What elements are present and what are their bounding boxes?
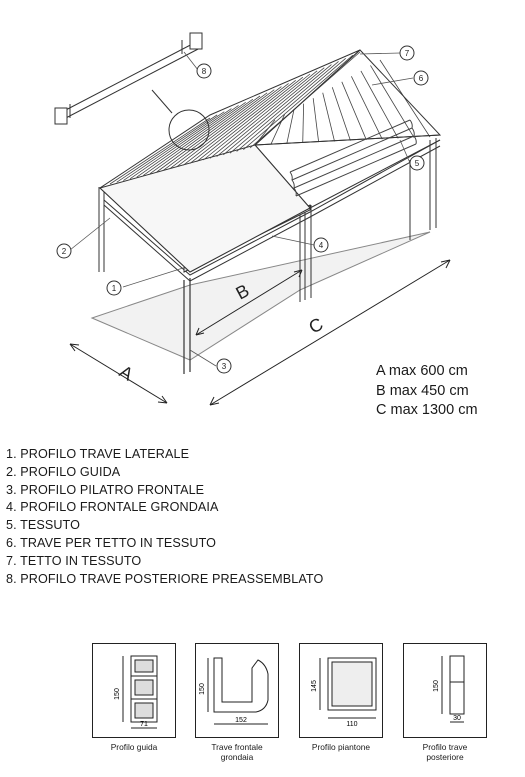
roof-slat (303, 104, 304, 143)
svg-text:8: 8 (201, 67, 207, 76)
callout-6 (414, 71, 428, 85)
callout-2 (57, 244, 71, 258)
dimension-limits (376, 362, 478, 421)
svg-text:150: 150 (114, 688, 121, 700)
legend-item: 5. TESSUTO (6, 518, 81, 533)
svg-text:4: 4 (318, 241, 324, 250)
profile-sections (92, 643, 492, 773)
callout-5 (410, 156, 424, 170)
rear-beam-detail (55, 33, 202, 124)
callout-3 (217, 359, 231, 373)
profile-caption: Profilo trave posteriore (422, 742, 468, 762)
callout-4 (314, 238, 328, 252)
svg-text:6: 6 (418, 74, 424, 83)
callout-7 (400, 46, 414, 60)
svg-text:71: 71 (140, 721, 148, 728)
callout-8 (197, 64, 211, 78)
svg-text:110: 110 (346, 721, 358, 728)
profile-card-trave-posteriore (403, 643, 487, 762)
roof-slat (370, 65, 414, 137)
profile-trave-posteriore-section (404, 644, 488, 739)
fabric-panel (290, 120, 416, 196)
dim-letter-c: C (305, 313, 327, 338)
svg-text:145: 145 (311, 680, 318, 692)
profile-caption: Trave frontale grondaia (211, 742, 263, 762)
roof-slat (323, 93, 335, 142)
legend-item: 2. PROFILO GUIDA (6, 464, 121, 479)
svg-text:30: 30 (453, 715, 461, 722)
dim-letter-b: B (232, 280, 253, 304)
legend-item: 4. PROFILO FRONTALE GRONDAIA (6, 500, 219, 515)
legend-item: 3. PROFILO PILATRO FRONTALE (6, 482, 205, 497)
svg-text:150: 150 (433, 680, 440, 692)
svg-text:152: 152 (235, 717, 247, 724)
legend-item: 7. TETTO IN TESSUTO (6, 553, 142, 568)
legend-item: 8. PROFILO TRAVE POSTERIORE PREASSEMBLATO (6, 571, 324, 586)
parts-legend (6, 446, 323, 588)
profile-card-guida (92, 643, 176, 752)
roof-slat (351, 76, 382, 139)
profile-caption: Profilo guida (110, 742, 158, 752)
dimension-c: C max 1300 cm (376, 402, 478, 418)
svg-text:1: 1 (111, 284, 117, 293)
legend-item: 1. PROFILO TRAVE LATERALE (6, 447, 190, 461)
profile-guida-section (93, 644, 177, 739)
profile-trave-frontale-section (196, 644, 280, 739)
profile-card-piantone (299, 643, 383, 752)
dimension-a: A max 600 cm (376, 363, 468, 379)
profile-card-trave-frontale (195, 643, 279, 762)
svg-text:2: 2 (61, 247, 67, 256)
ground-slab (92, 232, 430, 360)
svg-text:5: 5 (414, 159, 420, 168)
svg-text:150: 150 (199, 683, 206, 695)
svg-text:3: 3 (221, 362, 227, 371)
roof-slat (313, 98, 318, 142)
svg-text:7: 7 (404, 49, 410, 58)
dim-letter-a: A (115, 361, 137, 385)
dimension-b: B max 450 cm (376, 382, 469, 399)
legend-item: 6. TRAVE PER TETTO IN TESSUTO (6, 535, 217, 550)
profile-caption: Profilo piantone (311, 742, 371, 752)
profile-piantone-section (300, 644, 384, 739)
roof-slat (342, 82, 367, 140)
callout-1 (107, 281, 121, 295)
